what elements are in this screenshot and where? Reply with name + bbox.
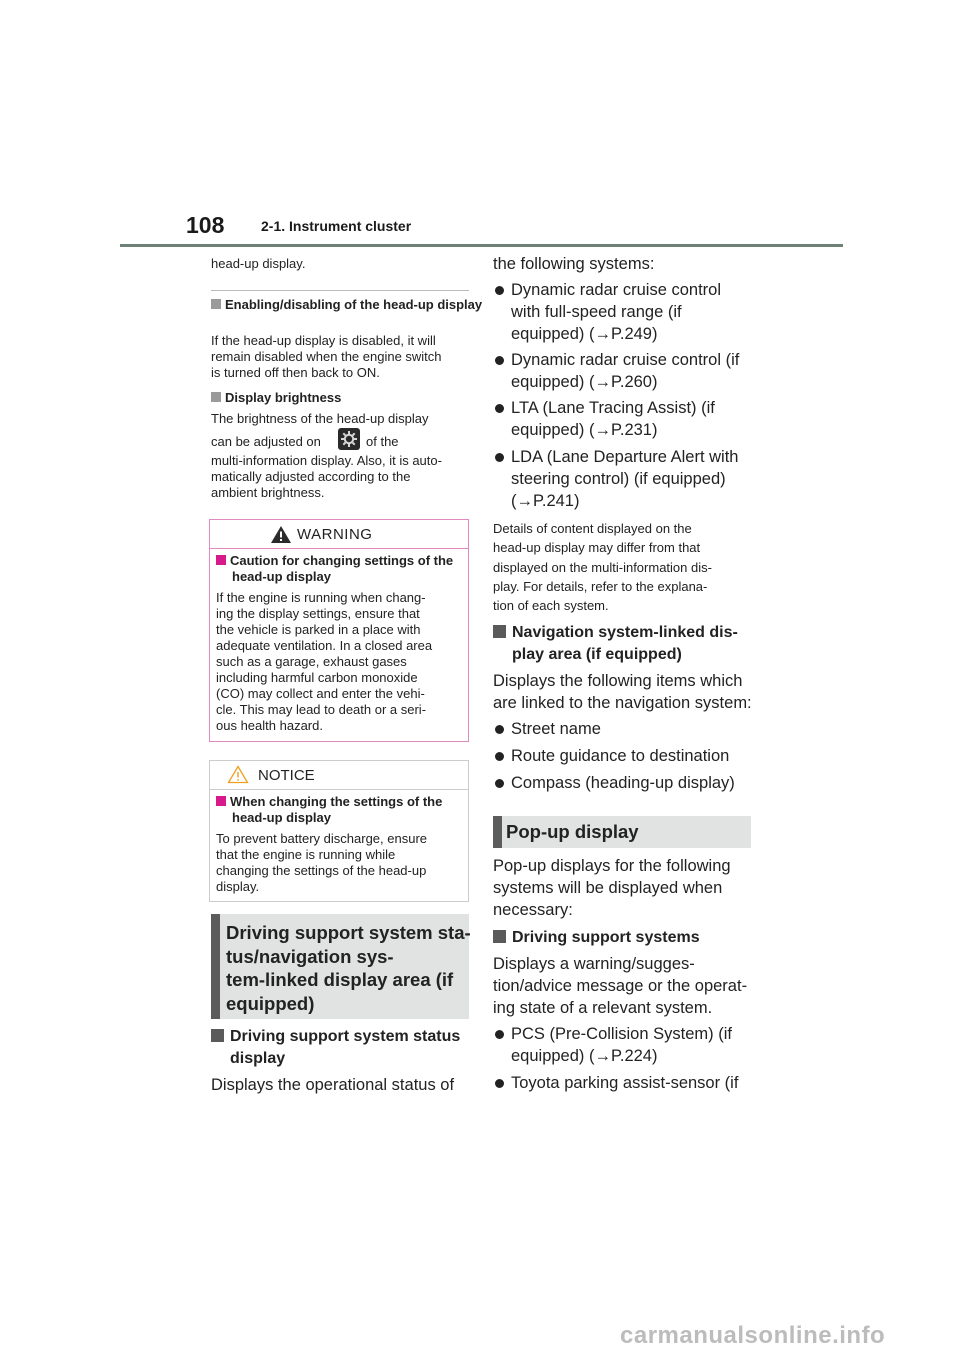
gray-square-bullet-icon [211,299,221,309]
enabling-line-1: If the head-up display is disabled, it will [211,333,436,348]
details-line-4: play. For details, refer to the explana- [493,578,708,594]
details-line-1: Details of content displayed on the [493,521,692,536]
gear-settings-icon [338,428,360,450]
notice-heading: When changing the settings of the head-up display [216,794,478,826]
header-rule [120,244,843,247]
bullet-dot-icon [495,453,504,462]
notice-line-4: display. [216,879,260,894]
pink-square-bullet-icon [216,796,226,806]
system-3-line-2: equipped) (→P.231) [511,421,658,439]
popup-item-1-line-1: PCS (Pre-Collision System) (if [511,1025,732,1043]
bullet-dot-icon [495,356,504,365]
popup-sub-heading: Driving support systems [493,927,700,949]
dark-square-bullet-icon [493,625,506,638]
dark-square-bullet-icon [493,930,506,943]
warning-line-2: ing the display settings, ensure that [216,606,420,621]
system-3-line-1: LTA (Lane Tracing Assist) (if [511,399,715,417]
navigation-body-line-1: Displays the following items which [493,672,743,690]
bullet-dot-icon [495,404,504,413]
heading-accent-bar [211,914,220,1019]
system-1-line-2: with full-speed range (if [511,303,682,321]
enabling-line-3: is turned off then back to ON. [211,365,380,380]
brightness-line-4: matically adjusted according to the [211,469,411,484]
popup-sub-body-line-2: tion/advice message or the operat- [493,977,748,995]
bullet-dot-icon [495,286,504,295]
brightness-line-3: multi-information display. Also, it is auto- [211,453,442,468]
popup-body-line-2: systems will be displayed when [493,879,723,897]
bullet-dot-icon [495,725,504,734]
navigation-heading: Navigation system-linked dis- [493,622,738,644]
system-2-line-1: Dynamic radar cruise control (if [511,351,740,369]
brightness-line-2b: of the [366,434,399,449]
driving-support-heading-line-4: equipped) [226,992,315,1014]
system-4-line-2: steering control) (if equipped) [511,470,726,488]
popup-body-line-3: necessary: [493,901,573,919]
warning-line-7: (CO) may collect and enter the vehi- [216,686,425,701]
notice-line-1: To prevent battery discharge, ensure [216,831,428,846]
driving-support-heading-line-3: tem-linked display area (if [226,969,454,990]
system-1-line-1: Dynamic radar cruise control [511,281,721,299]
navigation-heading-line-2: play area (if equipped) [512,646,682,663]
system-4-line-3: (→P.241) [511,492,580,510]
warning-line-3: the vehicle is parked in a place with [216,622,421,637]
popup-body-line-1: Pop-up displays for the following [493,857,731,875]
driving-support-heading-line-1: Driving support system sta- [226,922,471,943]
warning-heading: Caution for changing settings of the head-up display [216,553,478,585]
status-display-body: Displays the operational status of [211,1076,455,1094]
navigation-item-2: Route guidance to destination [511,747,730,765]
navigation-item-1: Street name [511,720,601,738]
bullet-dot-icon [495,1030,504,1039]
popup-item-1-line-2: equipped) (→P.224) [511,1047,658,1065]
details-line-3: displayed on the multi-information dis- [493,559,712,575]
left-divider [211,290,469,291]
warning-divider [210,548,468,549]
warning-title: WARNING [297,526,373,543]
navigation-body-line-2: are linked to the navigation system: [493,694,752,712]
notice-triangle-icon [227,765,249,789]
popup-sub-body-line-1: Displays a warning/sugges- [493,955,695,973]
page-number: 108 [186,212,225,238]
notice-title: NOTICE [258,767,315,784]
brightness-line-2a: can be adjusted on [211,434,321,449]
section-title: 2-1. Instrument cluster [261,218,412,234]
warning-line-6: including harmful carbon monoxide [216,670,418,685]
warning-line-4: adequate ventilation. In a closed area [216,638,433,653]
brightness-line-1: The brightness of the head-up display [211,411,429,426]
details-line-2: head-up display may differ from that [493,540,701,556]
dark-square-bullet-icon [211,1029,224,1042]
popup-heading: Pop-up display [506,821,639,842]
navigation-item-3: Compass (heading-up display) [511,774,735,792]
popup-item-2-line-1: Toyota parking assist-sensor (if [511,1074,739,1092]
gray-square-bullet-icon [211,392,221,402]
bullet-dot-icon [495,779,504,788]
left-continuation-text: head-up display. [211,256,306,271]
right-continuation-text: the following systems: [493,255,655,273]
warning-triangle-icon [270,525,292,549]
enabling-heading: Enabling/disabling of the head-up display [211,297,483,313]
system-1-line-3: equipped) (→P.249) [511,325,658,343]
enabling-line-2: remain disabled when the engine switch [211,349,442,364]
watermark: carmanualsonline.info [620,1322,886,1349]
popup-sub-body-line-3: ing state of a relevant system. [493,999,713,1017]
system-2-line-2: equipped) (→P.260) [511,373,658,391]
details-line-5: tion of each system. [493,598,609,614]
warning-line-1: If the engine is running when chang- [216,590,426,605]
bullet-dot-icon [495,1079,504,1088]
notice-divider [210,789,468,790]
heading-accent-bar [493,816,502,848]
brightness-heading: Display brightness [211,390,341,406]
status-display-heading: Driving support system status [211,1026,460,1048]
warning-line-9: ous health hazard. [216,718,323,733]
pink-square-bullet-icon [216,555,226,565]
status-display-heading-line-2: display [230,1050,286,1067]
warning-line-5: such as a garage, exhaust gases [216,654,407,669]
warning-line-8: cle. This may lead to death or a seri- [216,702,427,717]
brightness-line-5: ambient brightness. [211,485,325,500]
driving-support-heading-line-2: tus/navigation sys- [226,945,394,967]
bullet-dot-icon [495,752,504,761]
notice-line-3: changing the settings of the head-up [216,863,427,878]
system-4-line-1: LDA (Lane Departure Alert with [511,448,739,466]
notice-line-2: that the engine is running while [216,847,396,862]
